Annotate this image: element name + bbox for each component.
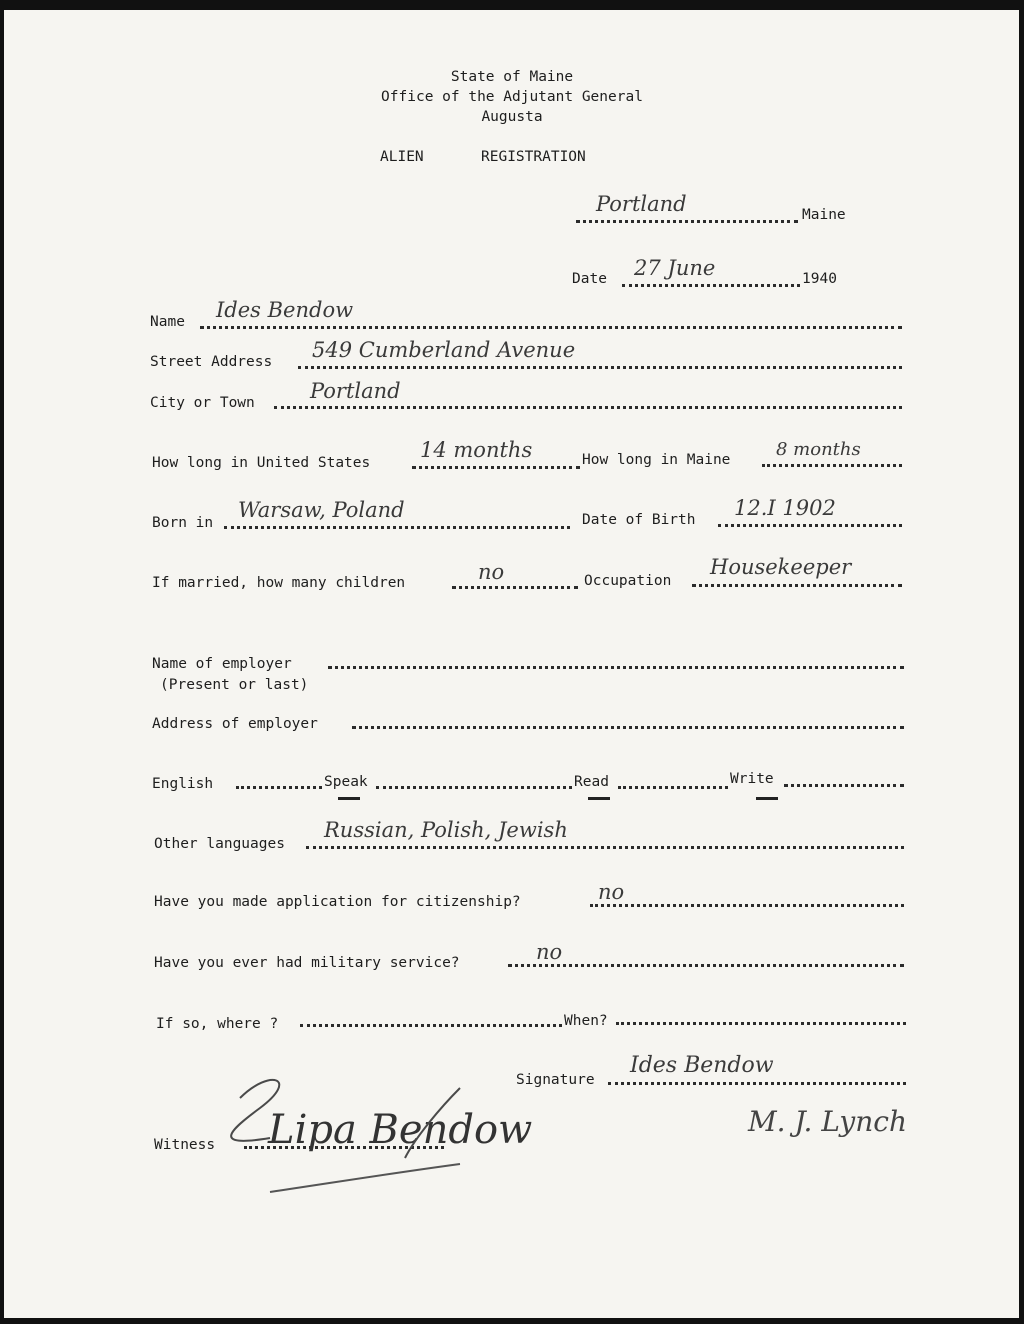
officer-signature: M. J. Lynch <box>748 1105 907 1138</box>
employer-dots <box>328 666 904 669</box>
street-label: Street Address <box>150 354 273 370</box>
occupation-dots <box>692 584 902 587</box>
english-dots-2 <box>376 786 572 789</box>
place-dots <box>576 220 798 223</box>
english-speak: Speak <box>324 774 368 790</box>
born-label: Born in <box>152 515 214 531</box>
scan-edge-bottom <box>0 1318 1024 1324</box>
us-time-dots <box>412 466 580 469</box>
header-office: Office of the Adjutant General <box>381 89 643 105</box>
date-value: 27 June <box>634 256 716 280</box>
speak-mark <box>338 797 360 800</box>
languages-label: Other languages <box>154 836 285 852</box>
military-label: Have you ever had military service? <box>154 955 460 971</box>
children-label: If married, how many children <box>152 575 406 591</box>
city-value: Portland <box>310 379 401 403</box>
where-dots <box>300 1024 562 1027</box>
employer-address-dots <box>352 726 904 729</box>
name-dots <box>200 326 902 329</box>
signature-label: Signature <box>516 1072 595 1088</box>
witness-flourish <box>200 1068 620 1188</box>
date-dots <box>622 284 800 287</box>
signature-dots <box>608 1082 906 1085</box>
maine-time-value: 8 months <box>776 439 861 460</box>
scan-edge-top <box>0 0 1024 10</box>
citizenship-dots <box>590 904 904 907</box>
citizenship-value: no <box>598 880 625 904</box>
dob-label: Date of Birth <box>582 512 696 528</box>
children-value: no <box>478 560 505 584</box>
where-label: If so, where ? <box>156 1016 279 1032</box>
scan-edge-left <box>0 0 4 1324</box>
dob-value: 12.I 1902 <box>734 496 836 520</box>
citizenship-label: Have you made application for citizenship? <box>154 894 521 910</box>
when-dots <box>616 1022 906 1025</box>
children-dots <box>452 586 578 589</box>
english-dots-1 <box>236 786 322 789</box>
english-dots-3 <box>618 786 728 789</box>
military-dots <box>508 964 904 967</box>
us-time-label: How long in United States <box>152 455 371 471</box>
employer-sublabel: (Present or last) <box>160 677 309 693</box>
employer-address-label: Address of employer <box>152 716 318 732</box>
born-dots <box>224 526 570 529</box>
place-suffix: Maine <box>802 207 846 223</box>
occupation-value: Housekeeper <box>710 555 852 579</box>
languages-dots <box>306 846 904 849</box>
employer-label: Name of employer <box>152 656 292 672</box>
born-value: Warsaw, Poland <box>238 498 405 522</box>
street-dots <box>298 366 902 369</box>
name-label: Name <box>150 314 185 330</box>
title-alien: ALIEN <box>380 149 424 165</box>
date-year: 1940 <box>802 271 837 287</box>
maine-time-dots <box>762 464 902 467</box>
languages-value: Russian, Polish, Jewish <box>324 818 568 842</box>
english-read: Read <box>574 774 609 790</box>
header-city: Augusta <box>481 109 543 125</box>
military-value: no <box>536 940 563 964</box>
witness-label: Witness <box>154 1137 216 1153</box>
read-mark <box>588 797 610 800</box>
city-dots <box>274 406 902 409</box>
occupation-label: Occupation <box>584 573 672 589</box>
signature-value: Ides Bendow <box>630 1053 774 1078</box>
english-label: English <box>152 776 214 792</box>
scan-edge-right <box>1019 0 1024 1324</box>
date-label: Date <box>572 271 607 287</box>
witness-value: Lipa Bendow <box>268 1107 533 1153</box>
when-label: When? <box>564 1013 608 1029</box>
write-mark <box>756 797 778 800</box>
title-registration: REGISTRATION <box>481 149 586 165</box>
name-value: Ides Bendow <box>216 298 354 322</box>
us-time-value: 14 months <box>420 438 533 462</box>
header-state: State of Maine <box>450 69 574 85</box>
english-dots-4 <box>784 784 904 787</box>
maine-time-label: How long in Maine <box>582 452 731 468</box>
dob-dots <box>718 524 902 527</box>
place-value: Portland <box>596 192 687 216</box>
street-value: 549 Cumberland Avenue <box>312 338 576 362</box>
english-write: Write <box>730 771 774 787</box>
city-label: City or Town <box>150 395 255 411</box>
